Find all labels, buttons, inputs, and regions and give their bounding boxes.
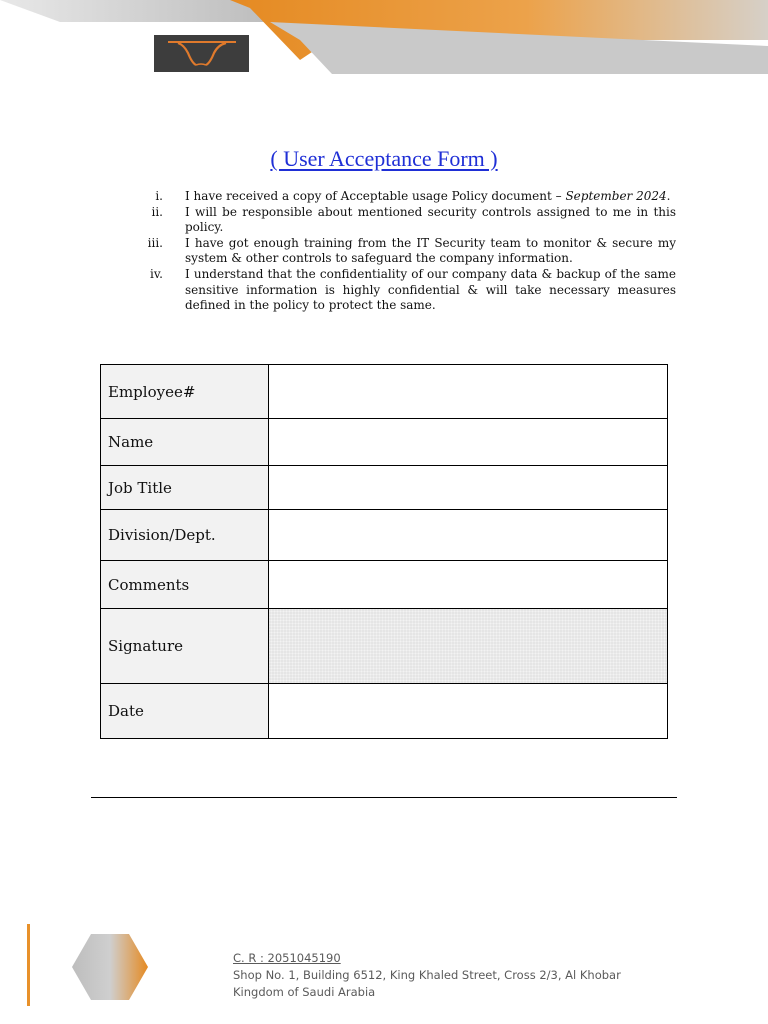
hexagon-logo-icon [72, 934, 148, 1000]
acceptance-clauses [140, 189, 676, 314]
clause-text: I understand that the confidentiality of our company data & backup of the same sensitive information is highly confidential & will take necessary measures defined in the policy to protect the same. [185, 266, 676, 313]
clause-item [140, 205, 676, 236]
clause-item [140, 189, 676, 205]
clause-number: ii. [151, 204, 163, 219]
name-field[interactable] [269, 419, 668, 466]
address-line-1: Shop No. 1, Building 6512, King Khaled Street, Cross 2/3, Al Khobar [233, 968, 621, 982]
form-row-division [101, 510, 668, 561]
form-row-name [101, 419, 668, 466]
footer-accent-bar [27, 924, 30, 1006]
signature-field[interactable] [269, 609, 668, 684]
footer-divider [91, 797, 677, 798]
date-label: Date [101, 684, 269, 739]
glasses-logo-icon [154, 35, 249, 72]
clause-number: i. [155, 189, 163, 203]
job-title-label: Job Title [101, 466, 269, 510]
company-logo [154, 35, 249, 72]
address-line-2: Kingdom of Saudi Arabia [233, 985, 376, 999]
clause-text: I have received a copy of Acceptable usage Policy document – [185, 189, 562, 203]
clause-item [140, 267, 676, 314]
clause-number: iv. [149, 266, 163, 281]
clause-text: I have got enough training from the IT Security team to monitor & secure my system & other controls to safeguard the company information. [185, 235, 676, 266]
employee-number-label: Employee# [101, 365, 269, 419]
clause-tail: . [666, 189, 671, 203]
date-field[interactable] [269, 684, 668, 739]
form-title: ( User Acceptance Form ) [270, 146, 498, 171]
signature-label: Signature [101, 609, 269, 684]
comments-label: Comments [101, 561, 269, 609]
form-row-signature [101, 609, 668, 684]
name-label: Name [101, 419, 269, 466]
clause-item [140, 236, 676, 267]
division-label: Division/Dept. [101, 510, 269, 561]
clause-text: I will be responsible about mentioned security controls assigned to me in this policy. [185, 204, 676, 235]
clause-number: iii. [147, 235, 163, 250]
employee-number-field[interactable] [269, 365, 668, 419]
form-row-job-title [101, 466, 668, 510]
footer-address [233, 950, 621, 1001]
acceptance-form-table [100, 364, 668, 739]
header-band [0, 0, 768, 76]
clause-date: September 2024 [565, 189, 667, 203]
commercial-registration: C. R : 2051045190 [233, 951, 341, 965]
form-row-employee-number [101, 365, 668, 419]
form-row-comments [101, 561, 668, 609]
division-field[interactable] [269, 510, 668, 561]
comments-field[interactable] [269, 561, 668, 609]
job-title-field[interactable] [269, 466, 668, 510]
form-row-date [101, 684, 668, 739]
